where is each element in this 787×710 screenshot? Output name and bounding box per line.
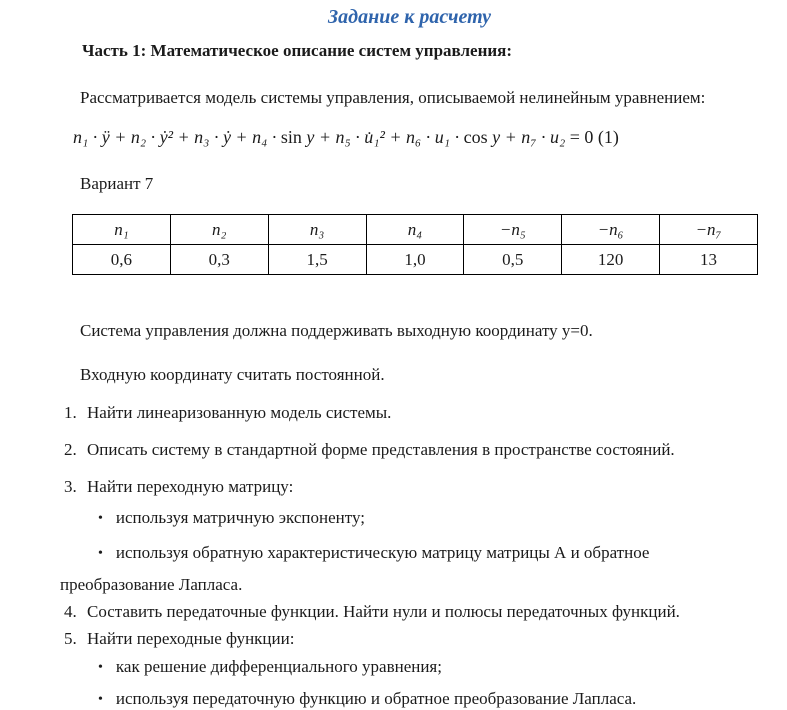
coefficients-table <box>72 214 758 275</box>
task-text-5: Найти переходные функции: <box>87 629 295 648</box>
task-number-5: 5. <box>64 629 77 648</box>
bullet-text-continuation: преобразование Лапласа. <box>60 575 243 594</box>
task-number-2: 2. <box>64 440 77 459</box>
bullet-text: используя обратную характеристическую матрицу матрицы А и обратное <box>115 543 650 562</box>
task-item-5 <box>60 629 759 649</box>
task-text-2: Описать систему в стандартной форме представления в пространстве состояний. <box>87 440 675 459</box>
table-header-n3: n₃ <box>268 215 366 245</box>
table-value-n4: 1,0 <box>366 245 464 275</box>
bullet-item-transfer-function-laplace <box>98 689 759 710</box>
table-header-row <box>73 215 758 245</box>
table-header-n4: n₄ <box>366 215 464 245</box>
table-header-n1: n₁ <box>73 215 171 245</box>
equation-rhs-and-number: = 0 (1) <box>569 127 619 147</box>
task-number-1: 1. <box>64 403 77 422</box>
task-item-4 <box>60 602 759 622</box>
table-value-n1: 0,6 <box>73 245 171 275</box>
equation-segment-1: n₁ · ÿ + n₂ · ẏ² + n₃ · ẏ + n₄ · <box>73 127 281 147</box>
bullet-icon: • <box>98 660 103 675</box>
task-item-1 <box>60 403 759 423</box>
task-item-3 <box>60 477 759 497</box>
task-text-1: Найти линеаризованную модель системы. <box>87 403 392 422</box>
task-item-2 <box>60 440 759 460</box>
variant-label: Вариант 7 <box>80 174 154 193</box>
note-output-coordinate: Система управления должна поддерживать выходную координату y=0. <box>80 321 593 340</box>
table-header-n7: −n₇ <box>660 215 758 245</box>
note-input-coordinate: Входную координату считать постоянной. <box>80 365 385 384</box>
table-header-n2: n₂ <box>170 215 268 245</box>
bullet-item-matrix-exponent <box>98 508 759 529</box>
table-value-n6: 120 <box>562 245 660 275</box>
task-number-4: 4. <box>64 602 77 621</box>
bullet-text: используя матричную экспоненту; <box>115 508 365 527</box>
document-title: Задание к расчету <box>328 6 491 28</box>
table-header-n6: −n₆ <box>562 215 660 245</box>
intro-paragraph: Рассматривается модель системы управления, описываемой нелинейным уравнением: <box>80 88 706 107</box>
bullet-item-inverse-characteristic-matrix <box>98 543 759 564</box>
part1-heading: Часть 1: Математическое описание систем управления: <box>82 41 513 60</box>
task-text-4: Составить передаточные функции. Найти нули и полюсы передаточных функций. <box>87 602 680 621</box>
task-number-3: 3. <box>64 477 77 496</box>
equation-1 <box>73 122 759 152</box>
table-value-row <box>73 245 758 275</box>
bullet-icon: • <box>98 692 103 707</box>
table-value-n3: 1,5 <box>268 245 366 275</box>
bullet-text: как решение дифференциального уравнения; <box>115 657 442 676</box>
bullet-text: используя передаточную функцию и обратное преобразование Лапласа. <box>115 689 637 708</box>
table-value-n5: 0,5 <box>464 245 562 275</box>
bullet-item-differential-equation-solution <box>98 657 759 678</box>
bullet-icon: • <box>98 546 103 561</box>
equation-segment-2: y + n₅ · u̇₁² + n₆ · u₁ · <box>301 127 464 147</box>
bullet-icon: • <box>98 511 103 526</box>
table-value-n7: 13 <box>660 245 758 275</box>
sin-function-label: sin <box>280 127 302 147</box>
equation-segment-3: y + n₇ · u₂ <box>487 127 570 147</box>
cos-function-label: cos <box>463 127 488 147</box>
table-header-n5: −n₅ <box>464 215 562 245</box>
task-text-3: Найти переходную матрицу: <box>87 477 294 496</box>
table-value-n2: 0,3 <box>170 245 268 275</box>
